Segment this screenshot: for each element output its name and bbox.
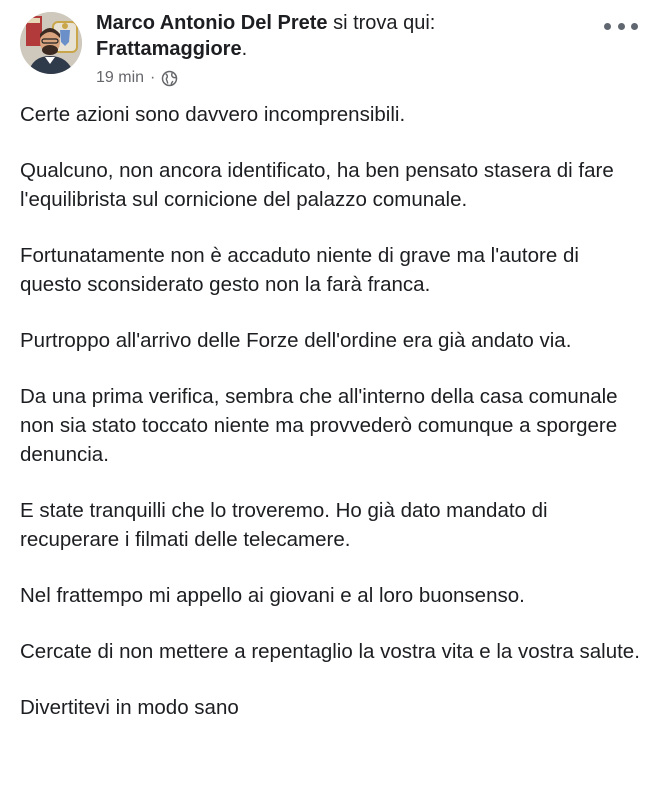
post-paragraph: E state tranquilli che lo troveremo. Ho già dato mandato di recuperare i filmati delle telecamere.	[20, 499, 548, 551]
post-header	[18, 10, 646, 92]
more-dot	[631, 23, 638, 30]
checkin-text: si trova qui:	[333, 12, 436, 34]
time-separator: ·	[150, 69, 156, 86]
avatar-photo	[20, 12, 82, 74]
location-suffix: .	[241, 38, 248, 60]
post-paragraph: Qualcuno, non ancora identificato, ha ben pensato stasera di fare l'equilibrista sul cornicione del palazzo comunale.	[20, 159, 614, 211]
post-paragraph: Certe azioni sono davvero incomprensibili.	[20, 103, 406, 126]
post-paragraph: Nel frattempo mi appello ai giovani e al loro buonsenso.	[20, 584, 525, 607]
post-paragraph: Cercate di non mettere a repentaglio la vostra vita e la vostra salute.	[20, 640, 640, 663]
more-options-icon[interactable]	[604, 16, 638, 36]
post-body	[20, 100, 640, 722]
more-dot	[618, 23, 625, 30]
post-meta	[96, 10, 596, 87]
post-time[interactable]: 19 min	[96, 69, 145, 86]
location-link[interactable]: Frattamaggiore	[96, 38, 242, 60]
post-paragraph: Da una prima verifica, sembra che all'interno della casa comunale non sia stato toccato niente ma provvederò comunque a sporgere denuncia.	[20, 385, 618, 466]
more-dot	[604, 23, 611, 30]
author-line	[96, 10, 596, 62]
post-paragraph: Purtroppo all'arrivo delle Forze dell'ordine era già andato via.	[20, 329, 572, 352]
post-paragraph: Fortunatamente non è accaduto niente di grave ma l'autore di questo sconsiderato gesto non la farà franca.	[20, 244, 579, 296]
globe-icon[interactable]	[161, 70, 178, 87]
avatar[interactable]	[20, 12, 82, 74]
author-name[interactable]: Marco Antonio Del Prete	[96, 12, 328, 34]
post-paragraph: Divertitevi in modo sano	[20, 696, 239, 719]
timestamp-line	[96, 69, 596, 87]
